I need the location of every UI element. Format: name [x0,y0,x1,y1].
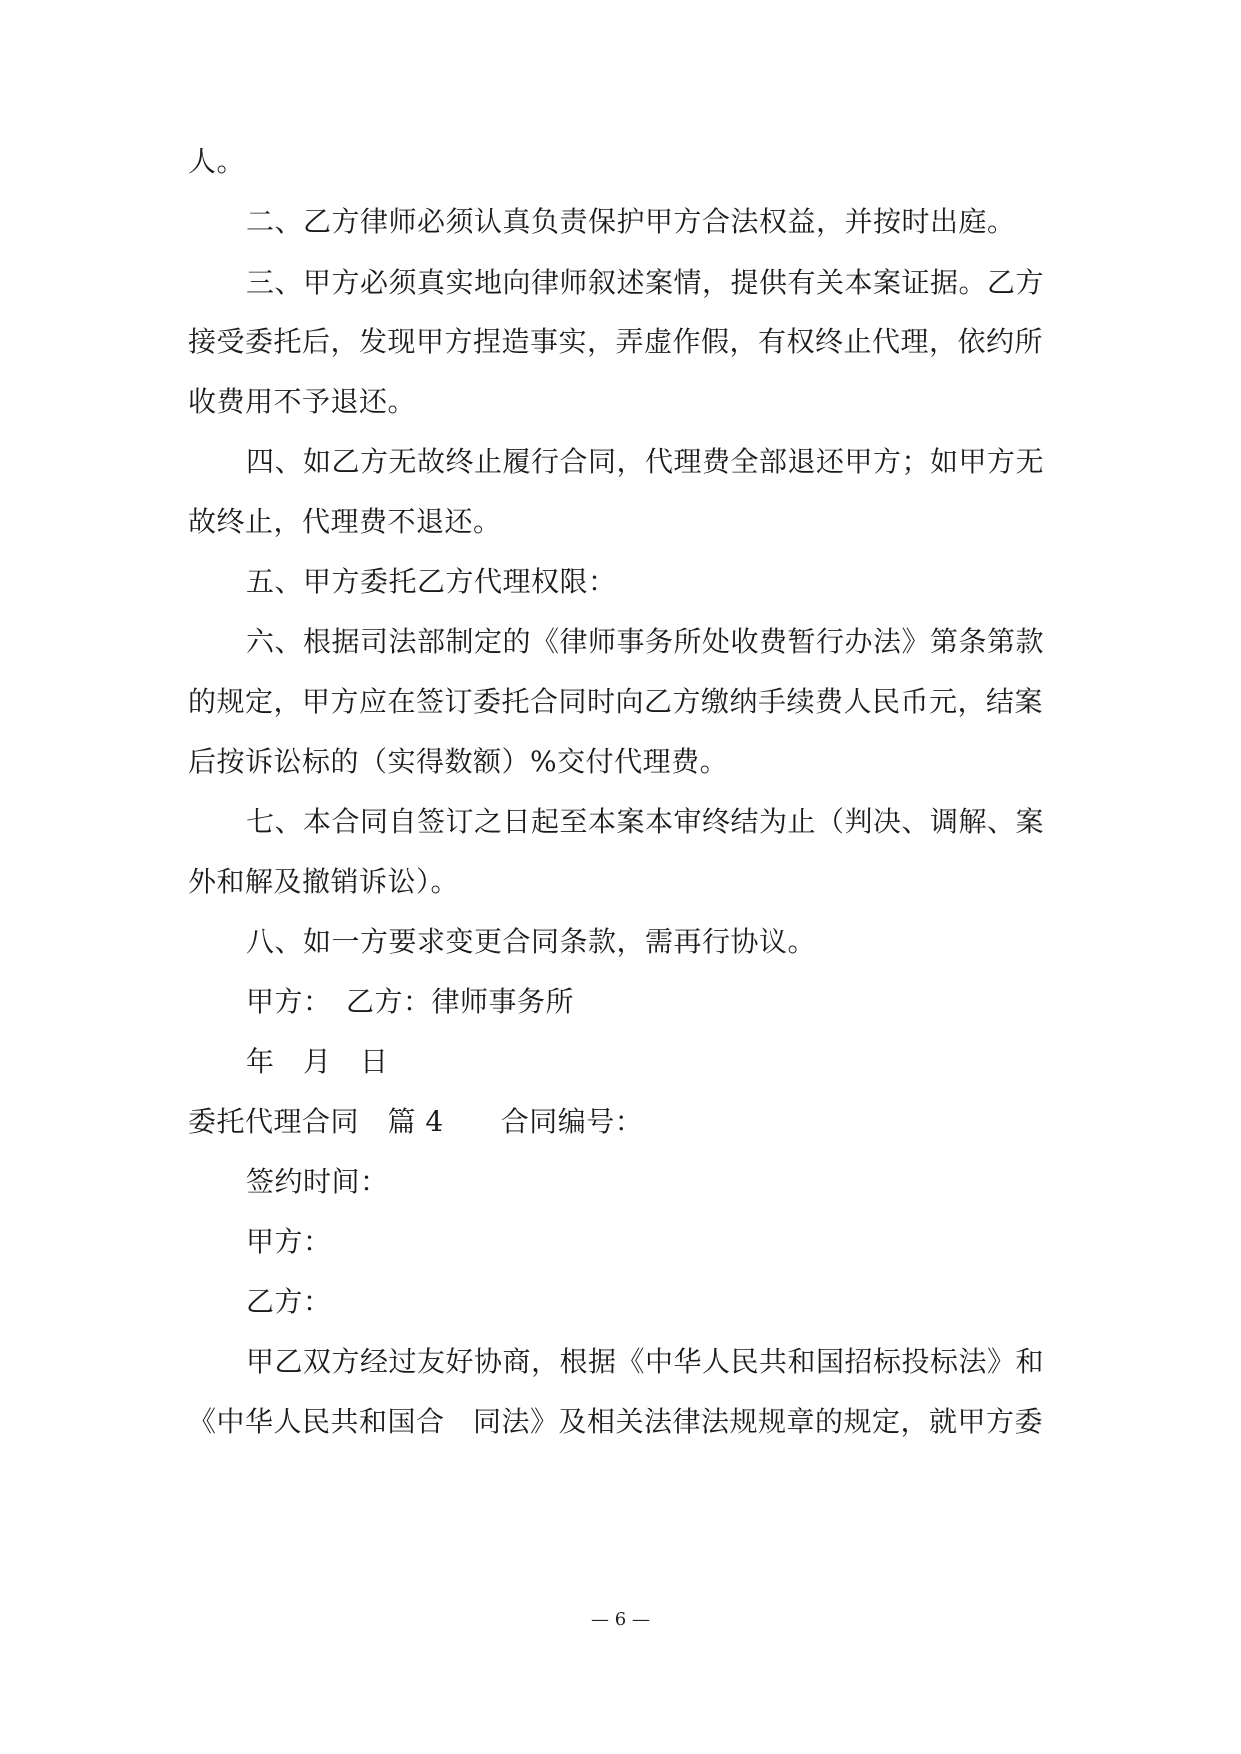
clause-5: 五、甲方委托乙方代理权限： [246,565,617,598]
text-line: 收费用不予退还。 [188,385,417,418]
text-line: 的规定，甲方应在签订委托合同时向乙方缴纳手续费人民币元，结案 [188,685,1044,718]
party-b: 乙方： [246,1285,332,1318]
text-line: 《中华人民共和国合 同法》及相关法律法规规章的规定，就甲方委 [188,1405,1044,1438]
clause-4: 四、如乙方无故终止履行合同，代理费全部退还甲方；如甲方无 [246,445,1045,478]
clause-3: 三、甲方必须真实地向律师叙述案情，提供有关本案证据。乙方 [246,266,1045,299]
page-number: — 6 — [591,1609,650,1630]
text-line: 接受委托后，发现甲方捏造事实，弄虚作假，有权终止代理，依约所 [188,325,1044,358]
party-a: 甲方： [246,1225,332,1258]
section-heading: 委托代理合同 篇 4 合同编号： [188,1105,644,1138]
signing-time: 签约时间： [246,1165,389,1198]
clause-8: 八、如一方要求变更合同条款，需再行协议。 [246,925,817,958]
date-line: 年 月 日 [246,1045,389,1078]
text-line: 外和解及撤销诉讼）。 [188,865,460,898]
text-line: 故终止，代理费不退还。 [188,505,502,538]
text-line: 人。 [188,145,246,178]
clause-7: 七、本合同自签订之日起至本案本审终结为止（判决、调解、案 [246,805,1045,838]
clause-2: 二、乙方律师必须认真负责保护甲方合法权益，并按时出庭。 [246,205,1016,238]
preamble: 甲乙双方经过友好协商，根据《中华人民共和国招标投标法》和 [246,1345,1045,1378]
signature-parties: 甲方： 乙方：律师事务所 [246,985,575,1018]
text-line: 后按诉讼标的（实得数额）%交付代理费。 [188,745,729,778]
clause-6: 六、根据司法部制定的《律师事务所处收费暂行办法》第条第款 [246,625,1045,658]
